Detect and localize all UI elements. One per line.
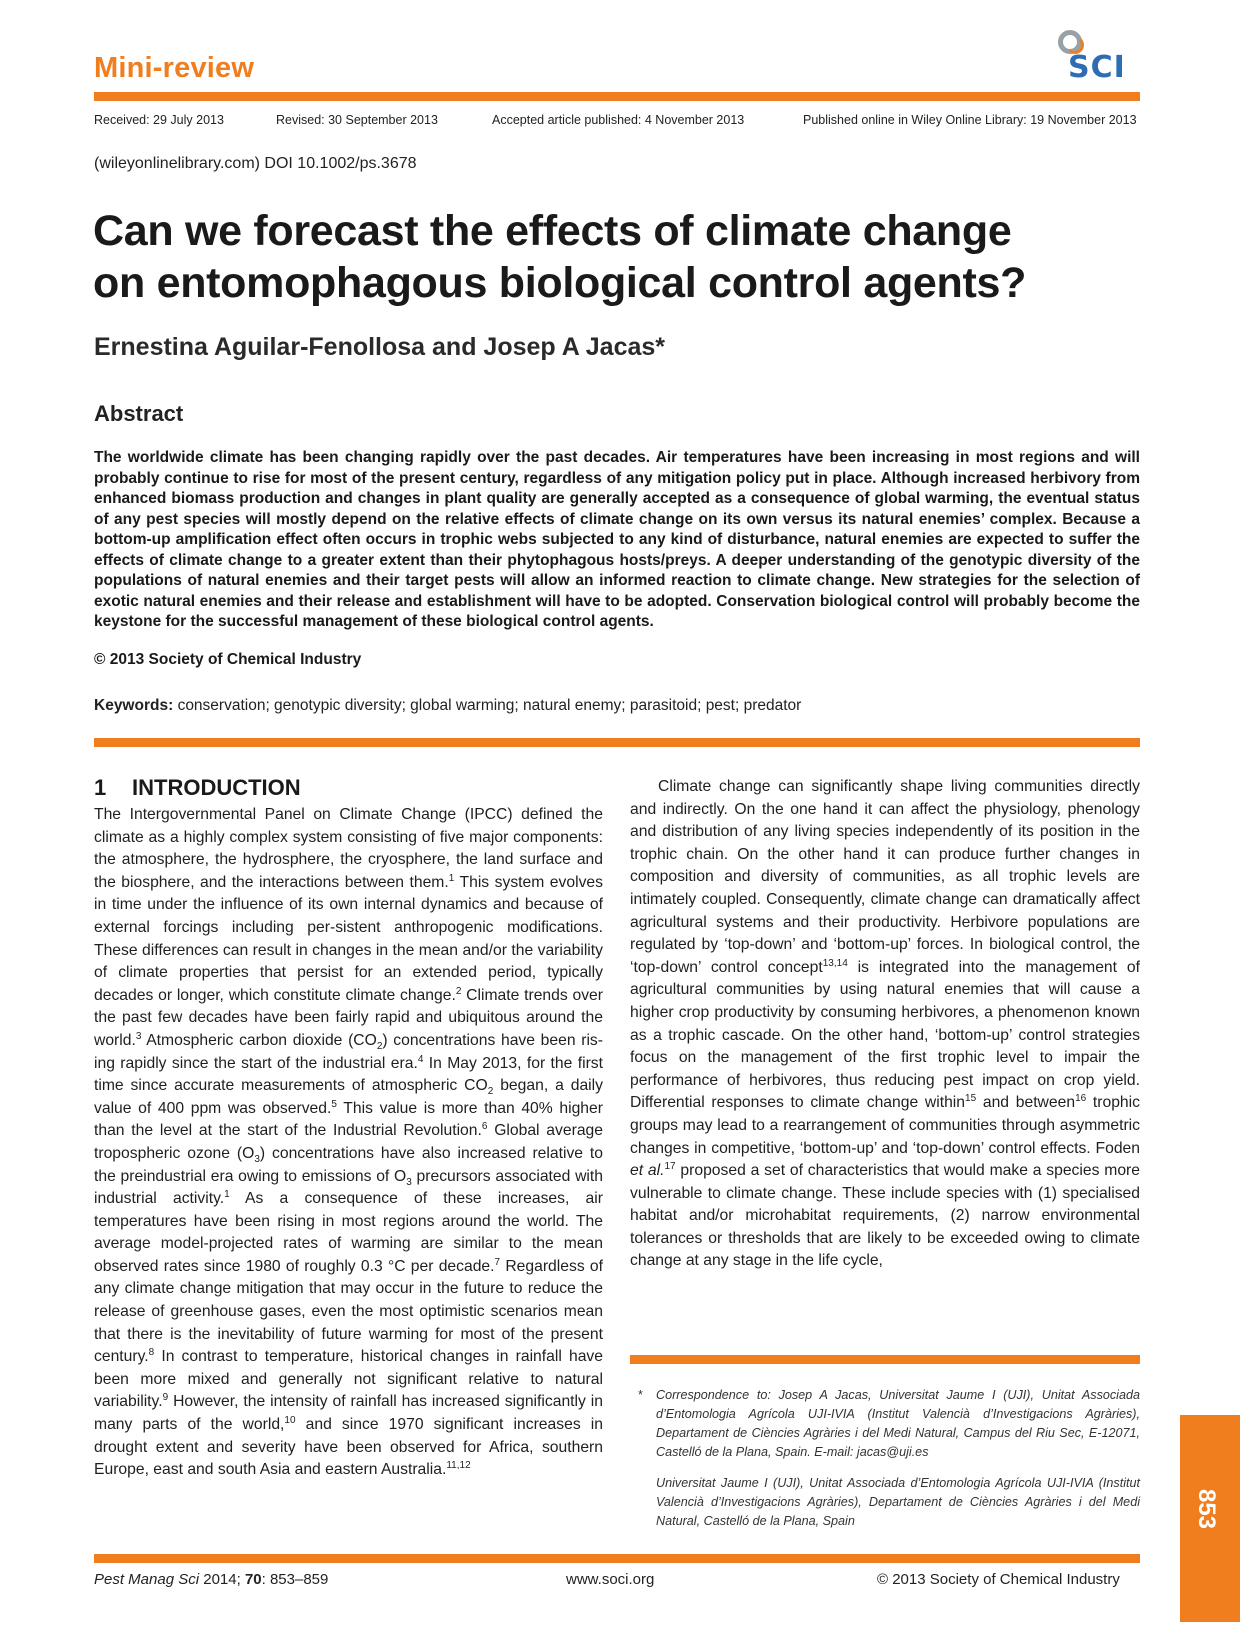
body-text: Atmospheric carbon dioxide (CO: [141, 1031, 377, 1049]
page-number-tab: [1180, 1415, 1240, 1622]
citation: 15: [965, 1093, 977, 1105]
footer-volume: 70: [244, 1571, 262, 1588]
body-text: and since 1970 significant increases in drought extent and severity have been observed for Africa, southern Europe, east and south Asia and eastern Australia.: [94, 1416, 603, 1479]
section-label: Mini-review: [94, 52, 255, 84]
footer-year: 2014;: [199, 1571, 245, 1588]
footer-pages: : 853–859: [261, 1571, 329, 1588]
date-revised: Revised: 30 September 2013: [276, 113, 438, 127]
citation: 3: [135, 1030, 142, 1042]
footnote-rule: [630, 1355, 1140, 1364]
affiliation: Universitat Jaume I (UJI), Unitat Associada d’Entomologia Agrícola UJI-IVIA (Institut Valencià d’Investigacions Agràries), Departament de Ciències Agràries i del Medi Natural, Castelló de la Plana, Spain: [656, 1476, 1140, 1528]
subscript: 3: [406, 1176, 412, 1188]
citation: 10: [284, 1415, 296, 1427]
body-text: Regardless of any climate change mitigation that may occur in the future to reduce the release of greenhouse gases, even the most optimistic scenarios mean that there is the inevitability of future warming for most of the present century.: [94, 1257, 603, 1366]
footer-website[interactable]: www.soci.org: [566, 1571, 655, 1588]
date-published: Published online in Wiley Online Library: 19 November 2013: [803, 113, 1137, 127]
keywords-text: conservation; genotypic diversity; global warming; natural enemy; parasitoid; pest; predator: [177, 697, 802, 714]
article-title: [93, 205, 1153, 309]
title-line-2: on entomophagous biological control agents?: [93, 259, 1027, 307]
body-text: Global average tropospheric ozone (O: [94, 1122, 603, 1162]
subscript: 2: [376, 1041, 383, 1053]
footer-copyright: © 2013 Society of Chemical Industry: [877, 1571, 1120, 1588]
section-heading: [94, 775, 301, 801]
subscript: 3: [254, 1154, 260, 1166]
citation: 5: [331, 1098, 337, 1110]
body-text: The Intergovernmental Panel on Climate Change (IPCC) defined the climate as a highly complex system consisting of five major components: the atmosphere, the hydrosphere, the cryosphere, the land surface and the biosphere, and the interactions between them.: [94, 806, 603, 891]
body-text: In May 2013, for the first time since accurate measurements of atmospheric CO: [94, 1054, 603, 1095]
subscript: 2: [487, 1086, 494, 1098]
citation: 13,14: [822, 957, 848, 969]
logo-text: SCI: [1068, 50, 1126, 85]
body-text: and between: [976, 1094, 1076, 1112]
body-text: Climate change can significantly shape living communities directly and indirectly. On the one hand it can affect the physiology, phenology and distribution of any living species independently of its position in the trophic chain. On the other hand it can produce further changes in composition and diversity of communities, as all trophic levels are intimately coupled. Consequently, climate change can dramatically affect agricultural systems and their productivity. Herbivore populations are regulated by ‘top-down’ and ‘bottom-up’ forces. In biological control, the ‘top-down’ control concept: [630, 778, 1140, 976]
citation: 2: [455, 985, 462, 997]
footnote: [630, 1386, 1140, 1531]
body-text: trophic groups may lead to a rearrangement of communities through asymmetric changes in competitive, ‘bottom-up’ and ‘top-down’ control effects. Foden: [630, 1094, 1140, 1157]
body-text: ) concentrations have been ris-ing rapidly since the start of the industrial era.: [94, 1031, 603, 1072]
page-number: 853: [1193, 1488, 1221, 1530]
body-text: This value is more than 40% higher than the level at the start of the Industrial Revolution.: [94, 1099, 603, 1140]
header-rule: [94, 92, 1140, 101]
citation: 4: [417, 1053, 424, 1065]
keywords: [94, 697, 801, 715]
body-text: Climate trends over the past few decades have been fairly rapid and ubiquitous around the world.: [94, 986, 604, 1049]
citation: 17: [664, 1161, 676, 1173]
correspondence: Correspondence to: Josep A Jacas, Universitat Jaume I (UJI), Unitat Associada d’Entomologia Agrícola UJI-IVIA (Institut Valencià d’Investigacions Agràries), Departament de Ciències Agràries i del Medi Natural, Campus del Riu Sec, E-12071, Castelló de la Plana, Spain. E-mail: jacas@uji.es: [656, 1388, 1140, 1459]
body-text: is integrated into the management of agricultural communities by using natural enemies that will cause a higher crop productivity by consuming herbivores, a phenomenon known as a trophic cascade. On the other hand, ‘bottom-up’ control strategies focus on the management of the first trophic level to impair the performance of herbivores, thus reducing pest impact on crop yield. Differential responses to climate change within: [630, 958, 1140, 1112]
citation: 8: [148, 1347, 155, 1359]
citation: 1: [448, 872, 455, 884]
date-received: Received: 29 July 2013: [94, 113, 224, 127]
body-column-right: [630, 776, 1140, 1273]
citation: 6: [481, 1121, 488, 1133]
body-text: As a consequence of these increases, air temperatures have been rising in most regions around the world. The average model-projected rates of warming are similar to the mean observed rates since 1980 of roughly 0.3 °C per decade.: [94, 1190, 603, 1275]
citation: 1: [224, 1189, 230, 1201]
footer-rule: [94, 1554, 1140, 1563]
abstract-heading: Abstract: [94, 401, 184, 426]
body-text: began, a daily value of 400 ppm was observed.: [94, 1077, 603, 1117]
body-text: In contrast to temperature, historical changes in rainfall have been more mixed and generally not significant relative to natural variability.: [94, 1348, 603, 1411]
section-number: 1: [94, 775, 107, 800]
body-text: However, the intensity of rainfall has increased significantly in many parts of the world,: [94, 1393, 603, 1434]
citation: 7: [494, 1256, 501, 1268]
date-accepted: Accepted article published: 4 November 2013: [492, 113, 745, 127]
body-column-left: [94, 804, 603, 1482]
sci-logo: [1050, 26, 1140, 86]
body-text: precursors associated with industrial activity.: [94, 1167, 603, 1208]
footer-journal: Pest Manag Sci: [94, 1571, 200, 1588]
citation: 9: [162, 1392, 169, 1404]
abstract-text: The worldwide climate has been changing rapidly over the past decades. Air temperatures have been increasing in most regions and will probably continue to rise for most of the present century, regardless of any mitigation policy put in place. Although increased herbivory from enhanced biomass production and changes in plant quality are generally accepted as a consequence of global warming, the eventual status of any pest species will mostly depend on the relative effects of climate change on its own versus its natural enemies’ complex. Because a bottom-up amplification effect often occurs in trophic webs subjected to any kind of disturbance, natural enemies are expected to suffer the effects of climate change to a greater extent than their phytophagous hosts/preys. A deeper understanding of the genotypic diversity of the populations of natural enemies and their target pests will allow an informed reaction to climate change. New strategies for the selection of exotic natural enemies and their release and establishment will have to be adopted. Conservation biological control will probably become the keystone for the successful management of these biological control agents.: [94, 449, 1140, 630]
body-text: ) concentrations have also increased relative to the preindustrial era owing to emissions of O: [94, 1144, 604, 1185]
title-line-1: Can we forecast the effects of climate change: [93, 207, 1012, 255]
keywords-label: Keywords:: [94, 697, 174, 714]
abstract-copyright: © 2013 Society of Chemical Industry: [94, 651, 362, 668]
doi: (wileyonlinelibrary.com) DOI 10.1002/ps.3678: [94, 155, 417, 172]
body-text-italic: et al.: [630, 1162, 665, 1180]
abstract-rule: [94, 738, 1140, 747]
citation: 16: [1075, 1093, 1087, 1105]
body-text: proposed a set of characteristics that would make a species more vulnerable to climate change. These include species with (1) specialised habitat and/or microhabitat requirements, (2) narrow environmental tolerances or thresholds that are likely to be exceeded owing to climate change at any stage in the life cycle,: [630, 1162, 1140, 1270]
footnote-marker: *: [638, 1388, 643, 1402]
footer-citation: [94, 1571, 328, 1588]
authors: Ernestina Aguilar-Fenollosa and Josep A Jacas*: [94, 333, 666, 361]
citation: 11,12: [446, 1460, 471, 1472]
body-text: This system evolves in time under the influence of its own internal dynamics and because of external forcings including per-sistent anthropogenic modifications. These differences can result in changes in the mean and/or the variability of climate properties that persist for an extended period, typically decades or longer, which constitute climate change.: [94, 873, 603, 1004]
section-title: INTRODUCTION: [132, 775, 301, 800]
